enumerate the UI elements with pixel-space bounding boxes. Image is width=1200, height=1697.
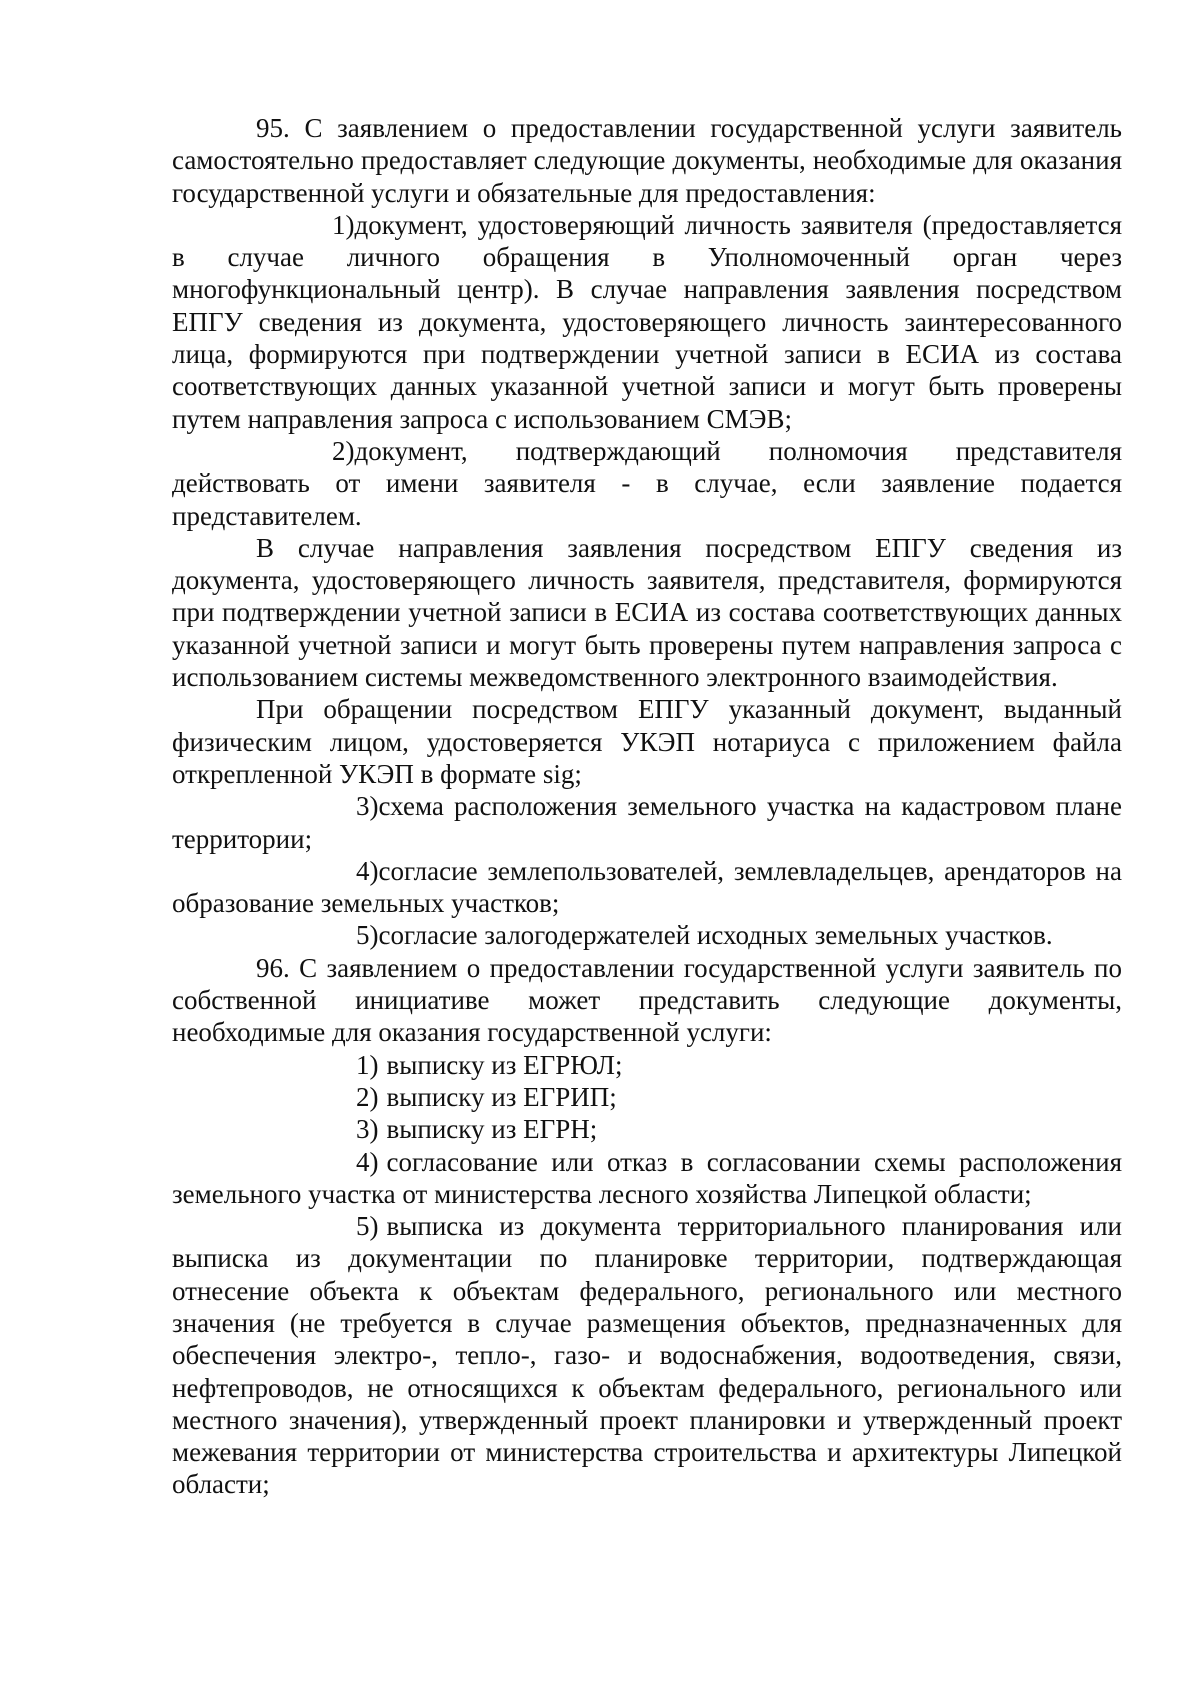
list-number: 1) xyxy=(332,209,355,240)
list-item-3 xyxy=(172,790,1122,855)
list-item-text: согласование или отказ в согласовании схемы расположения земельного участка от министерства лесного хозяйства Липецкой области; xyxy=(172,1146,1122,1209)
list-item-text: выписку из ЕГРИП; xyxy=(386,1081,617,1112)
list-number: 5) xyxy=(356,1211,379,1242)
list-item-96-3 xyxy=(172,1113,1122,1145)
list-item-1 xyxy=(172,209,1122,435)
list-item-text: документ, подтверждающий полномочия представителя действовать от имени заявителя - в случае, если заявление подается представителем. xyxy=(172,435,1122,531)
list-item-96-1 xyxy=(172,1049,1122,1081)
list-item-text: выписка из документа территориального планирования или выписка из документации по планировке территории, подтверждающая отнесение объекта к объектам федерального, регионального или местного значения (не требуется в случае размещения объектов, предназначенных для обеспечения электро-, тепло-, газо- и водоснабжения, водоотведения, связи, нефтепроводов, не относящихся к объектам федерального, регионального или местного значения), утвержденный проект планировки и утвержденный проект межевания территории от министерства строительства и архитектуры Липецкой области; xyxy=(172,1211,1122,1500)
paragraph-esia: В случае направления заявления посредством ЕПГУ сведения из документа, удостоверяющего личность заявителя, представителя, формируются при подтверждении учетной записи в ЕСИА из состава соответствующих данных указанной учетной записи и могут быть проверены путем направления запроса с использованием системы межведомственного электронного взаимодействия. xyxy=(172,532,1122,693)
list-number: 3) xyxy=(356,791,379,822)
document-page xyxy=(172,112,1122,1501)
list-number: 4) xyxy=(356,855,379,886)
list-number: 2) xyxy=(356,1081,379,1112)
list-number: 5) xyxy=(356,920,379,951)
paragraph-ukep: При обращении посредством ЕПГУ указанный документ, выданный физическим лицом, удостоверяется УКЭП нотариуса с приложением файла открепленной УКЭП в формате sig; xyxy=(172,694,1122,789)
list-item-text: согласие залогодержателей исходных земельных участков. xyxy=(378,920,1053,951)
list-item-96-5 xyxy=(172,1210,1122,1501)
list-number: 3) xyxy=(356,1114,379,1145)
list-item-96-2 xyxy=(172,1081,1122,1113)
list-item-text: схема расположения земельного участка на кадастровом плане территории; xyxy=(172,791,1122,854)
paragraph-96: 96. С заявлением о предоставлении государственной услуги заявитель по собственной инициативе может представить следующие документы, необходимые для оказания государственной услуги: xyxy=(172,952,1122,1048)
list-item-4 xyxy=(172,855,1122,920)
list-number: 4) xyxy=(356,1146,379,1177)
list-number: 2) xyxy=(332,435,355,466)
list-item-text: выписку из ЕГРЮЛ; xyxy=(386,1049,623,1080)
list-item-5 xyxy=(172,919,1122,951)
list-item-2 xyxy=(172,435,1122,532)
list-item-text: документ, удостоверяющий личность заявителя (предоставляется в случае личного обращения в Уполномоченный орган через многофункциональный центр). В случае направления заявления посредством ЕПГУ сведения из документа, удостоверяющего личность заинтересованного лица, формируются при подтверждении учетной записи в ЕСИА из состава соответствующих данных указанной учетной записи и могут быть проверены путем направления запроса с использованием СМЭВ; xyxy=(172,209,1122,434)
list-item-text: выписку из ЕГРН; xyxy=(386,1114,598,1145)
paragraph-95: 95. С заявлением о предоставлении государственной услуги заявитель самостоятельно предоставляет следующие документы, необходимые для оказания государственной услуги и обязательные для предоставления: xyxy=(172,113,1122,208)
list-item-96-4 xyxy=(172,1146,1122,1211)
list-item-text: согласие землепользователей, землевладельцев, арендаторов на образование земельных участков; xyxy=(172,855,1122,919)
list-number: 1) xyxy=(356,1049,379,1080)
